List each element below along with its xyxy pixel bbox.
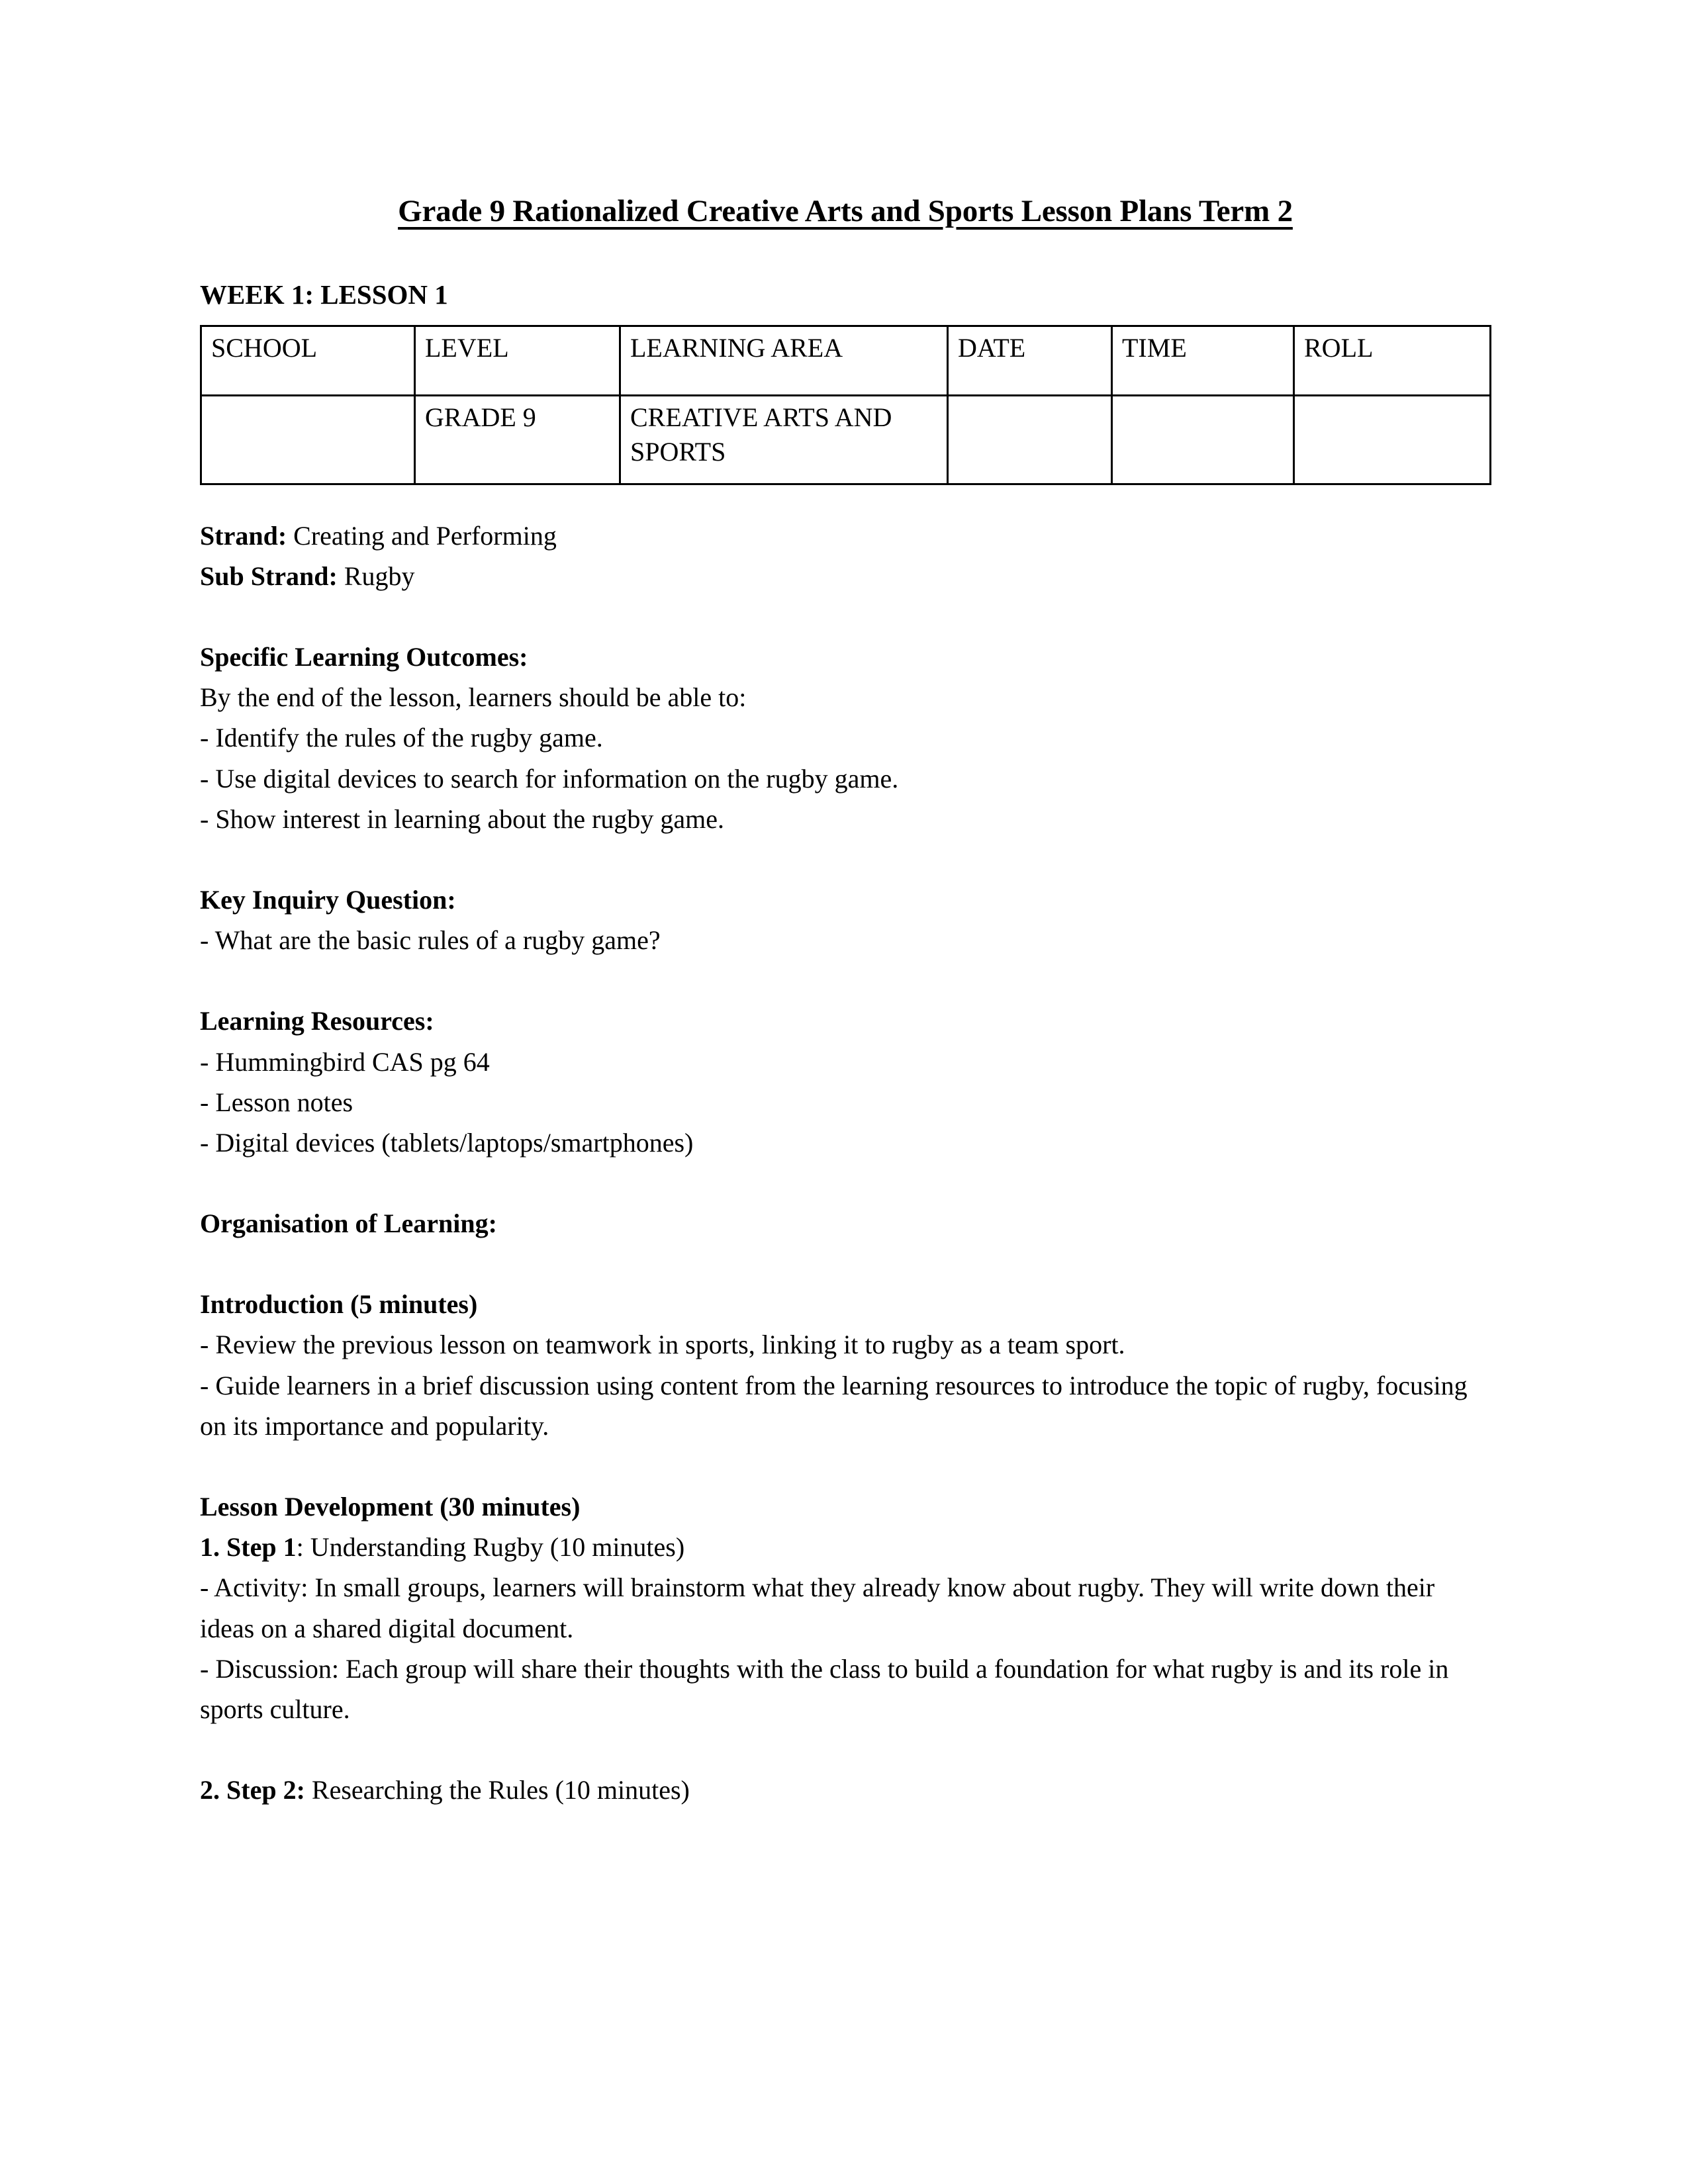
lesson-info-table	[200, 325, 1491, 485]
spacer	[200, 960, 1491, 1001]
sub-strand-line	[200, 556, 1491, 596]
document-content	[200, 0, 1491, 1810]
spacer	[200, 839, 1491, 880]
sub-strand-label: Sub Strand:	[200, 561, 338, 591]
table-row	[201, 326, 1491, 395]
strand-line	[200, 516, 1491, 556]
spacer	[200, 1244, 1491, 1284]
list-item: - Identify the rules of the rugby game.	[200, 723, 603, 753]
spacer	[200, 1446, 1491, 1486]
list-item: - Discussion: Each group will share their thoughts with the class to build a foundation for what rugby is and its role in sports culture.	[200, 1653, 1449, 1724]
table-header-time: TIME	[1112, 326, 1294, 395]
learning-resources-heading: Learning Resources:	[200, 1006, 434, 1036]
learning-resources-block	[200, 1001, 1491, 1163]
list-item: - Digital devices (tablets/laptops/smartphones)	[200, 1127, 694, 1158]
list-item: - What are the basic rules of a rugby game?	[200, 925, 661, 956]
step-2-heading	[200, 1770, 1491, 1810]
learning-outcomes-heading: Specific Learning Outcomes:	[200, 642, 528, 672]
list-item: - Review the previous lesson on teamwork in sports, linking it to rugby as a team sport.	[200, 1330, 1125, 1360]
sub-strand-value: Rugby	[337, 561, 415, 591]
step-2-title: Researching the Rules (10 minutes)	[305, 1775, 690, 1805]
strand-block	[200, 516, 1491, 596]
spacer	[200, 1163, 1491, 1203]
table-cell-roll[interactable]	[1294, 395, 1491, 484]
key-inquiry-block	[200, 880, 1491, 960]
learning-outcomes-intro: By the end of the lesson, learners should be able to:	[200, 682, 747, 713]
page-title: Grade 9 Rationalized Creative Arts and Sports Lesson Plans Term 2	[398, 194, 1293, 228]
learning-outcomes-block	[200, 637, 1491, 839]
spacer	[200, 485, 1491, 516]
table-header-date: DATE	[948, 326, 1112, 395]
spacer	[200, 596, 1491, 637]
spacer	[200, 1729, 1491, 1770]
table-cell-level[interactable]: GRADE 9	[415, 395, 620, 484]
key-inquiry-heading: Key Inquiry Question:	[200, 884, 456, 915]
table-header-roll: ROLL	[1294, 326, 1491, 395]
lesson-development-block	[200, 1486, 1491, 1729]
table-row	[201, 395, 1491, 484]
table-cell-date[interactable]	[948, 395, 1112, 484]
introduction-block	[200, 1284, 1491, 1446]
table-header-school: SCHOOL	[201, 326, 415, 395]
list-item: - Activity: In small groups, learners will brainstorm what they already know about rugby. They will write down their ideas on a shared digital document.	[200, 1572, 1435, 1643]
organisation-heading: Organisation of Learning:	[200, 1208, 497, 1239]
list-item: - Use digital devices to search for information on the rugby game.	[200, 763, 899, 794]
table-header-level: LEVEL	[415, 326, 620, 395]
list-item: - Lesson notes	[200, 1087, 353, 1117]
table-cell-time[interactable]	[1112, 395, 1294, 484]
strand-value: Creating and Performing	[287, 520, 557, 551]
list-item: - Hummingbird CAS pg 64	[200, 1046, 490, 1077]
list-item: - Show interest in learning about the rugby game.	[200, 803, 725, 834]
step-1-heading	[200, 1527, 1491, 1567]
step-2-block	[200, 1770, 1491, 1810]
step-1-label: 1. Step 1	[200, 1532, 297, 1563]
table-cell-school[interactable]	[201, 395, 415, 484]
week-lesson-heading: WEEK 1: LESSON 1	[200, 279, 448, 310]
organisation-block	[200, 1203, 1491, 1244]
table-cell-learning-area[interactable]: CREATIVE ARTS AND SPORTS	[620, 395, 948, 484]
list-item: - Guide learners in a brief discussion using content from the learning resources to introduce the topic of rugby, focusing on its importance and popularity.	[200, 1370, 1468, 1441]
table-header-learning-area: LEARNING AREA	[620, 326, 948, 395]
introduction-heading: Introduction (5 minutes)	[200, 1289, 478, 1320]
step-2-label: 2. Step 2:	[200, 1775, 305, 1805]
step-1-title: : Understanding Rugby (10 minutes)	[296, 1532, 685, 1563]
lesson-development-heading: Lesson Development (30 minutes)	[200, 1492, 581, 1522]
strand-label: Strand:	[200, 520, 287, 551]
